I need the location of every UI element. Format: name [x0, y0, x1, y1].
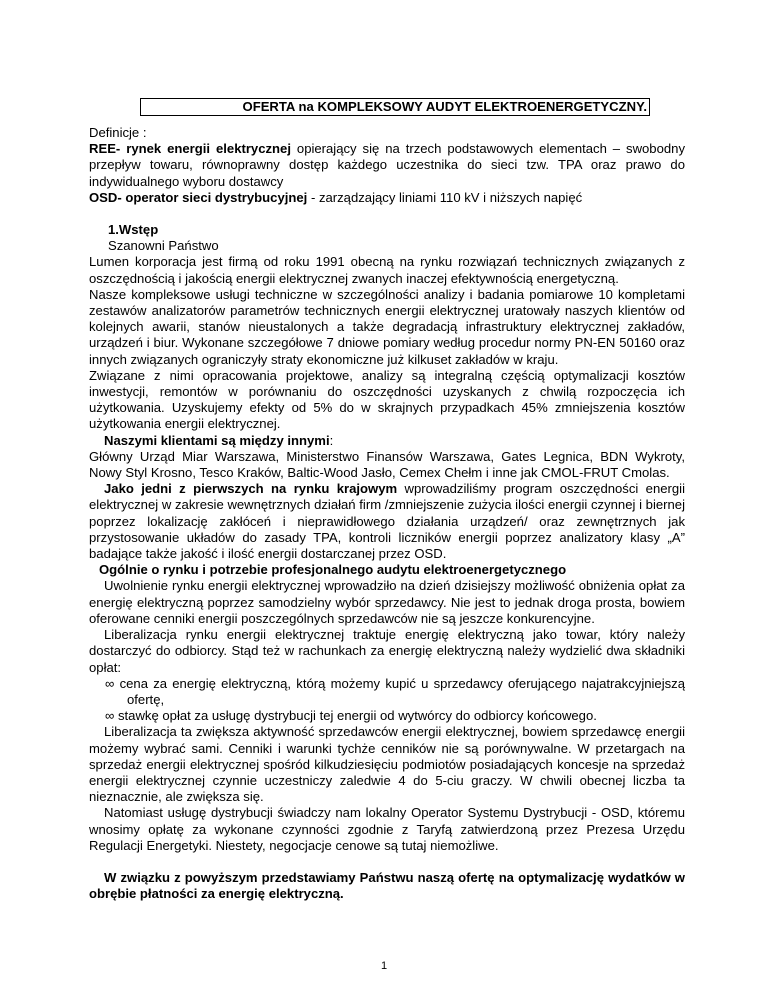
first-on-market-text: wprowadziliśmy program oszczędności energii elektrycznej w zakresie wewnętrznych działań firm /zmniejszenie zużycia ilości energii czynnej i biernej poprzez lokalizację zakłóceń i nieprawidłowego działania urządzeń/ oraz zewnętrznych jak przystosowanie układów do zasady TPA, kontroli liczników energii poprzez analizatory klasy „A” badające także jakość i ilość energii dostarczanej przez OSD. [89, 481, 685, 562]
clients-colon: : [329, 432, 334, 448]
clients-heading-line [89, 433, 685, 449]
osd-term: OSD- operator sieci dystrybucyjnej [89, 189, 308, 205]
page-number: 1 [380, 960, 388, 972]
first-on-market-paragraph [89, 481, 685, 562]
infinity-bullet-icon: ∞ [105, 675, 115, 691]
clients-heading: Naszymi klientami są między innymi [104, 432, 330, 448]
document-title: OFERTA na KOMPLEKSOWY AUDYT ELEKTROENERGETYCZNY. [140, 98, 650, 116]
definitions-heading: Definicje : [89, 125, 147, 140]
section-heading-intro: 1.Wstęp [108, 222, 159, 238]
list-item [89, 676, 685, 708]
market-paragraph-1: Uwolnienie rynku energii elektrycznej wprowadziło na dzień dzisiejszy możliwość obniżenia opłat za energię elektryczną poprzez samodzielny wybór sprzedawcy. Nie jest to jednak droga prosta, bowiem oferowane cenniki energii poszczególnych sprzedawców nie są jeszcze konkurencyjne. [89, 578, 685, 626]
market-paragraph-4: Natomiast usługę dystrybucji świadczy nam lokalny Operator Systemu Dystrybucji - OSD, któremu wnosimy opłatę za wykonane czynności zgodnie z Taryfą zatwierdzoną przez Prezesa Urzędu Regulacji Energetyki. Niestety, negocjacje cenowe są tutaj niemożliwe. [89, 805, 685, 853]
definition-osd [89, 190, 685, 206]
bullet-text-1: cena za energię elektryczną, którą możemy kupić u sprzedawcy oferującego najatrakcyjniejszą ofertę, [119, 675, 685, 707]
intro-paragraph-1: Lumen korporacja jest firmą od roku 1991 obecną na rynku rozwiązań technicznych związanych z oszczędnością i jakością energii elektrycznej zwanych inaczej efektywnością energetyczną. [89, 254, 685, 286]
osd-text: - zarządzający liniami 110 kV i niższych napięć [307, 189, 583, 205]
list-item [89, 708, 685, 724]
intro-paragraph-2: Nasze kompleksowe usługi techniczne w szczególności analizy i badania pomiarowe 10 kompletami zestawów analizatorów parametrów technicznych energii elektrycznej uratowały naszych klientów od kolejnych awarii, stanów nieustalonych a także degradacją infrastruktury elektrycznej zakładów, urządzeń i biur. Wykonane szczegółowe 7 dniowe pomiary według procedur normy PN-EN 50160 oraz innych związanych ograniczyły straty ekonomiczne już kilkuset zakładów w kraju. [89, 286, 685, 367]
document-body [89, 125, 685, 902]
clients-list: Główny Urząd Miar Warszawa, Ministerstwo Finansów Warszawa, Gates Legnica, BDN Wykroty, Nowy Styl Krosno, Tesco Kraków, Baltic-Wood Jasło, Cemex Chełm i inne jak CMOL-FRUT Cmolas. [89, 448, 685, 481]
definition-ree [89, 141, 685, 190]
greeting: Szanowni Państwo [108, 238, 219, 254]
ree-term: REE- rynek energii elektrycznej [89, 141, 291, 157]
intro-paragraph-3: Związane z nimi opracowania projektowe, analizy są integralną częścią optymalizacji kosztów inwestycji, remontów w porównaniu do oszczędności uzyskanych z chwilą rozpoczęcia ich użytkowania. Uzyskujemy efekty od 5% do w skrajnych przypadkach 45% zmniejszenia kosztów użytkowania energii elektrycznej. [89, 367, 685, 432]
bullet-text-2: stawkę opłat za usługę dystrybucji tej energii od wytwórcy do odbiorcy końcowego. [117, 708, 597, 724]
section-heading-market: Ogólnie o rynku i potrzebie profesjonalnego audytu elektroenergetycznego [99, 562, 567, 578]
ree-text: opierający się na trzech podstawowych elementach – swobodny przepływ towaru, równoprawny dostęp każdego uczestnika do sieci tzw. TPA oraz prawo do indywidualnego wyboru dostawcy [89, 141, 685, 189]
first-on-market-bold: Jako jedni z pierwszych na rynku krajowym [104, 481, 398, 497]
infinity-bullet-icon: ∞ [105, 708, 115, 724]
market-paragraph-2: Liberalizacja rynku energii elektrycznej traktuje energię elektryczną jako towar, który należy dostarczyć do odbiorcy. Stąd też w rachunkach za energię elektryczną należy wydzielić dwa składniki opłat: [89, 627, 685, 675]
closing-statement: W związku z powyższym przedstawiamy Państwu naszą ofertę na optymalizację wydatków w obrębie płatności za energię elektryczną. [89, 869, 685, 902]
market-paragraph-3: Liberalizacja ta zwiększa aktywność sprzedawców energii elektrycznej, bowiem sprzedawcę energii możemy wybrać sami. Cenniki i warunki tychże cenników nie są porównywalne. W przetargach na sprzedaż energii elektrycznej spośród kilkudziesięciu podmiotów posiadających koncesje na sprzedaż energii elektrycznej czynnie uczestniczy zaledwie 4 do 5-ciu graczy. W chwili obecnej liczba ta nieznacznie, ale zwiększa się. [89, 724, 685, 805]
